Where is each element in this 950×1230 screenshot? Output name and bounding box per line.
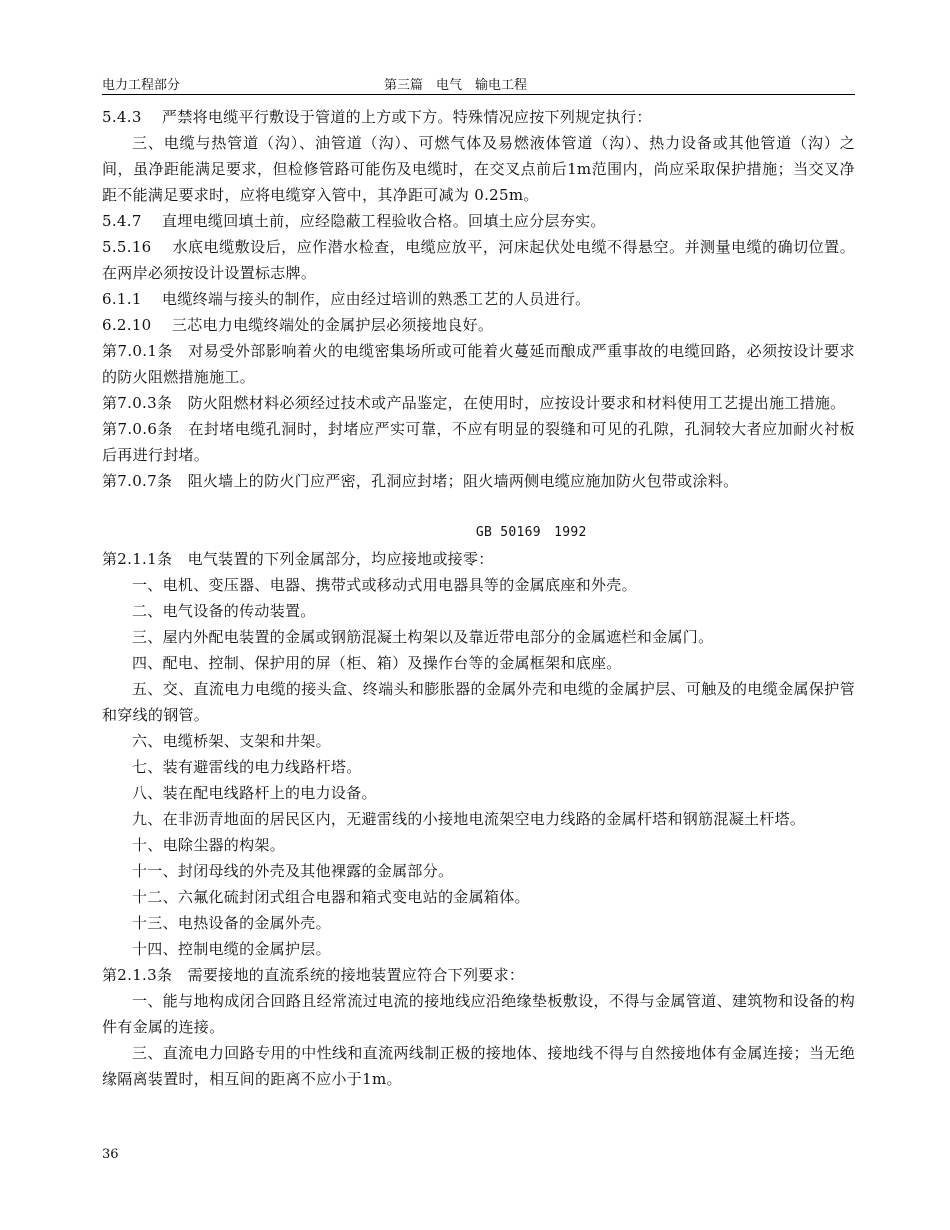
paragraph: 十、电除尘器的构架。 <box>132 836 286 854</box>
paragraph: 十三、电热设备的金属外壳。 <box>132 914 331 932</box>
paragraph: 第2.1.1条 电气装置的下列金属部分，均应接地或接零： <box>102 550 494 568</box>
paragraph: 十四、控制电缆的金属护层。 <box>132 940 331 958</box>
page-number: 36 <box>102 1147 119 1162</box>
paragraph: 5.4.3 严禁将电缆平行敷设于管道的上方或下方。特殊情况应按下列规定执行： <box>102 108 652 126</box>
page-header <box>102 72 855 95</box>
standard-reference-line: GB 50169 1992 <box>102 525 587 540</box>
section-gap <box>102 494 855 520</box>
paragraph: 五、交、直流电力电缆的接头盒、终端头和膨胀器的金属外壳和电缆的金属护层、可触及的电缆金属保护管和穿线的钢管。 <box>102 680 855 724</box>
paragraph: 一、能与地构成闭合回路且经常流过电流的接地线应沿绝缘垫板敷设，不得与金属管道、建筑物和设备的构件有金属的连接。 <box>102 992 855 1036</box>
paragraph: 第2.1.3条 需要接地的直流系统的接地装置应符合下列要求： <box>102 966 525 984</box>
section-grounding <box>102 546 855 1092</box>
paragraph: 5.4.7 直埋电缆回填土前，应经隐蔽工程验收合格。回填土应分层夯实。 <box>102 212 606 230</box>
paragraph: 二、电气设备的传动装置。 <box>132 602 316 620</box>
paragraph: 三、屋内外配电装置的金属或钢筋混凝土构架以及靠近带电部分的金属遮栏和金属门。 <box>132 628 714 646</box>
paragraph: 九、在非沥青地面的居民区内，无避雷线的小接地电流架空电力线路的金属杆塔和钢筋混凝土杆塔。 <box>132 810 806 828</box>
content <box>102 104 855 1092</box>
paragraph: 八、装在配电线路杆上的电力设备。 <box>132 784 377 802</box>
paragraph: 三、电缆与热管道（沟）、油管道（沟）、可燃气体及易燃液体管道（沟）、热力设备或其他管道（沟）之间，虽净距能满足要求，但检修管路可能伤及电缆时，在交叉点前后1m范围内，尚应采取保护措施；当交叉净距不能满足要求时，应将电缆穿入管中，其净距可减为 0.25m。 <box>102 134 855 204</box>
paragraph: 第7.0.1条 对易受外部影响着火的电缆密集场所或可能着火蔓延而酿成严重事故的电缆回路，必须按设计要求的防火阻燃措施施工。 <box>102 342 855 386</box>
paragraph: 十一、封闭母线的外壳及其他裸露的金属部分。 <box>132 862 454 880</box>
paragraph: 5.5.16 水底电缆敷设后，应作潜水检查，电缆应放平，河床起伏处电缆不得悬空。并测量电缆的确切位置。在两岸必须按设计设置标志牌。 <box>102 238 855 282</box>
paragraph: 第7.0.7条 阻火墙上的防火门应严密，孔洞应封堵；阻火墙两侧电缆应施加防火包带或涂料。 <box>102 472 739 490</box>
paragraph: 第7.0.3条 防火阻燃材料必须经过技术或产品鉴定，在使用时，应按设计要求和材料使用工艺提出施工措施。 <box>102 394 846 412</box>
paragraph: 第7.0.6条 在封堵电缆孔洞时，封堵应严实可靠，不应有明显的裂缝和可见的孔隙，孔洞较大者应加耐火衬板后再进行封堵。 <box>102 420 855 464</box>
header-left: 电力工程部分 <box>102 78 181 93</box>
paragraph: 6.2.10 三芯电力电缆终端处的金属护层必须接地良好。 <box>102 316 494 334</box>
paragraph: 四、配电、控制、保护用的屏（柜、箱）及操作台等的金属框架和底座。 <box>132 654 622 672</box>
paragraph: 6.1.1 电缆终端与接头的制作，应由经过培训的熟悉工艺的人员进行。 <box>102 290 591 308</box>
paragraph: 三、直流电力回路专用的中性线和直流两线制正极的接地体、接地线不得与自然接地体有金属连接；当无绝缘隔离装置时，相互间的距离不应小于1m。 <box>102 1044 855 1088</box>
paragraph: 十二、六氟化硫封闭式组合电器和箱式变电站的金属箱体。 <box>132 888 530 906</box>
paragraph: 七、装有避雷线的电力线路杆塔。 <box>132 758 362 776</box>
paragraph: 六、电缆桥架、支架和井架。 <box>132 732 331 750</box>
paragraph: 一、电机、变压器、电器、携带式或移动式用电器具等的金属底座和外壳。 <box>132 576 637 594</box>
section-cable-construction <box>102 104 855 494</box>
header-center: 第三篇 电气 输电工程 <box>384 78 528 93</box>
